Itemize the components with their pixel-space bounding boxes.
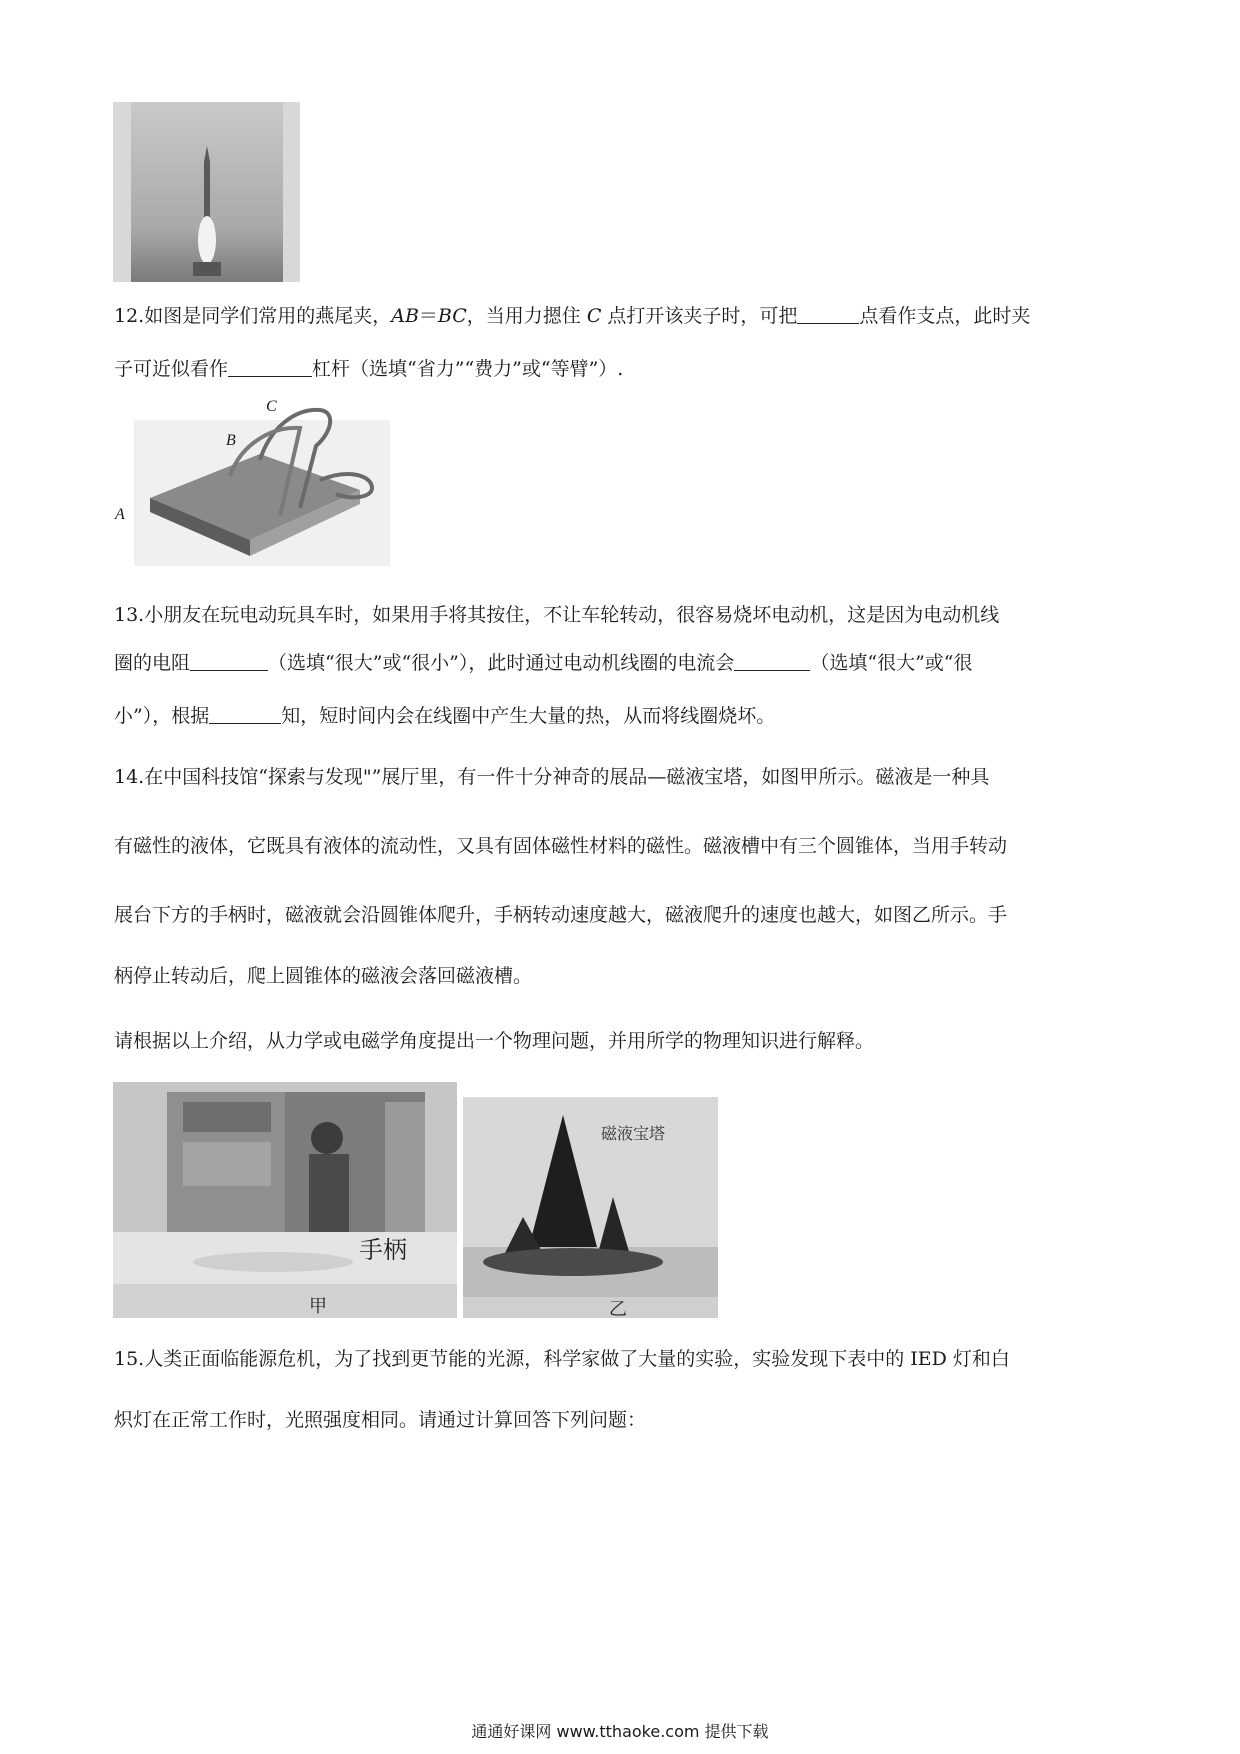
q13-blank-3[interactable] xyxy=(209,705,281,724)
clip-label-c: C xyxy=(266,398,277,415)
clip-label-b: B xyxy=(226,432,236,449)
q14-line1: 14.在中国科技馆“探索与发现"”展厅里，有一件十分神奇的展品—磁液宝塔，如图甲所示。磁液是一种具 xyxy=(114,766,990,788)
photo-yi xyxy=(463,1097,718,1318)
photo-label-jia: 甲 xyxy=(309,1296,327,1317)
binder-clip-figure xyxy=(110,398,390,568)
q12-line2: 子可近似看作 杠杆（选填“省力”“费力”或“等臂”）. xyxy=(114,358,624,380)
photo-label-handle: 手柄 xyxy=(359,1236,407,1264)
q13-line1: 13.小朋友在玩电动玩具车时，如果用手将其按住，不让车轮转动，很容易烧坏电动机，这是因为电动机线 xyxy=(114,604,1000,626)
q14-line5: 请根据以上介绍，从力学或电磁学角度提出一个物理问题，并用所学的物理知识进行解释。 xyxy=(114,1030,875,1052)
q14-line2: 有磁性的液体，它既具有液体的流动性，又具有固体磁性材料的磁性。磁液槽中有三个圆锥体，当用手转动 xyxy=(114,835,1008,857)
q15-line1: 15.人类正面临能源危机，为了找到更节能的光源，科学家做了大量的实验，实验发现下表中的 IED 灯和白 xyxy=(114,1348,1010,1370)
q12-blank-1[interactable] xyxy=(797,305,859,324)
q14-line4: 柄停止转动后，爬上圆锥体的磁液会落回磁液槽。 xyxy=(114,965,533,987)
clip-label-a: A xyxy=(115,506,125,523)
q13-blank-2[interactable] xyxy=(734,652,810,671)
page-footer: 通通好课网 www.tthaoke.com 提供下载 xyxy=(471,1722,769,1741)
photo-label-yi: 乙 xyxy=(609,1299,627,1318)
q13-line3: 小”），根据 知，短时间内会在线圈中产生大量的热，从而将线圈烧坏。 xyxy=(114,705,776,727)
q12-blank-2[interactable] xyxy=(228,358,312,377)
q14-line3: 展台下方的手柄时，磁液就会沿圆锥体爬升，手柄转动速度越大，磁液爬升的速度也越大，如图乙所示。手 xyxy=(114,904,1008,926)
q13-line2: 圈的电阻 （选填“很大”或“很小”），此时通过电动机线圈的电流会 （选填“很大”或“很 xyxy=(114,652,973,674)
q12-line1: 12.如图是同学们常用的燕尾夹，AB＝BC，当用力摁住 C 点打开该夹子时，可把 点看作支点，此时夹 xyxy=(114,305,1031,327)
q15-line2: 炽灯在正常工作时，光照强度相同。请通过计算回答下列问题： xyxy=(114,1409,647,1431)
photo-label-tower: 磁液宝塔 xyxy=(601,1124,666,1143)
photo-jia xyxy=(113,1082,457,1318)
rocket-photo xyxy=(113,102,300,282)
q13-blank-1[interactable] xyxy=(190,652,268,671)
